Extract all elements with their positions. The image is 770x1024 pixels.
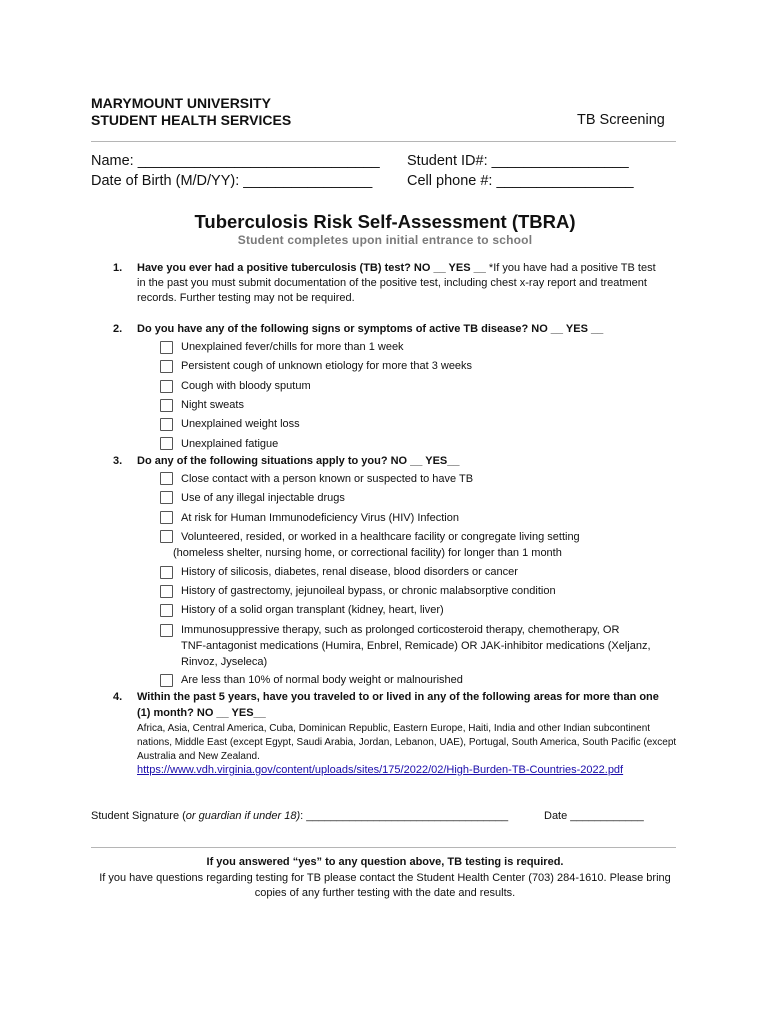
q1-question: Have you ever had a positive tuberculosis (TB) test? NO __ YES __ [137,262,486,274]
symptom-label: Cough with bloody sputum [181,380,311,392]
date-field[interactable]: Date ____________ [544,810,644,822]
symptom-checkbox[interactable] [160,341,173,354]
symptom-checkbox[interactable] [160,437,173,450]
situation-label: Volunteered, resided, or worked in a healthcare facility or congregate living setting [181,531,580,543]
university-name: MARYMOUNT UNIVERSITY [91,95,271,111]
cell-phone-field[interactable]: Cell phone #: _________________ [407,173,634,189]
form-title: Tuberculosis Risk Self-Assessment (TBRA) [194,211,576,232]
signature-line[interactable] [91,810,508,822]
symptom-checkbox[interactable] [160,418,173,431]
footer-divider [91,847,676,848]
situation-label: At risk for Human Immunodeficiency Virus (HIV) Infection [181,512,459,524]
signature-label-italic: or guardian if under 18) [185,810,301,822]
symptom-checkbox[interactable] [160,360,173,373]
tb-countries-link[interactable]: https://www.vdh.virginia.gov/content/uploads/sites/175/2022/02/High-Burden-TB-Countries-2022.pdf [137,764,624,776]
q1-note: *If you have had a positive TB test [485,262,656,274]
situation-label-continued: Rinvoz, Jyseleca) [181,656,268,668]
name-field[interactable]: Name: ______________________________ [91,153,380,169]
form-subtitle: Student completes upon initial entrance to school [237,233,533,247]
q4-areas-line3: Australia and New Zealand. [137,751,260,762]
q1-line2: in the past you must submit documentation of the positive test, including chest x-ray report and treatment [137,277,647,289]
situation-label: Immunosuppressive therapy, such as prolonged corticosteroid therapy, chemotherapy, OR [181,624,620,636]
header-divider [91,141,676,142]
situation-checkbox[interactable] [160,472,173,485]
q4-areas-line2: nations, Middle East (except Egypt, Saudi Arabia, Jordan, Lebanon, UAE), Portugal, South America, South Pacific (except [137,737,677,748]
symptom-label: Unexplained fatigue [181,438,279,450]
situation-label-continued: (homeless shelter, nursing home, or correctional facility) for longer than 1 month [173,547,562,559]
situation-checkbox[interactable] [160,530,173,543]
q1-number: 1. [113,262,123,274]
footer-required-notice: If you answered “yes” to any question above, TB testing is required. [206,856,564,868]
situation-label: Use of any illegal injectable drugs [181,492,345,504]
situation-checkbox[interactable] [160,511,173,524]
situation-checkbox[interactable] [160,491,173,504]
form-type: TB Screening [577,112,665,128]
q4-question-line2: (1) month? NO __ YES__ [137,707,266,719]
situation-label: History of silicosis, diabetes, renal disease, blood disorders or cancer [181,566,518,578]
symptom-label: Unexplained fever/chills for more than 1 week [181,341,404,353]
situation-checkbox[interactable] [160,566,173,579]
situation-label: History of a solid organ transplant (kidney, heart, liver) [181,604,444,616]
symptom-checkbox[interactable] [160,380,173,393]
situation-checkbox[interactable] [160,624,173,637]
symptom-label: Persistent cough of unknown etiology for more that 3 weeks [181,360,473,372]
signature-label-start: Student Signature ( [91,810,186,822]
situation-label-continued: TNF-antagonist medications (Humira, Enbrel, Remicade) OR JAK-inhibitor medications (Xeljanz, [181,640,651,652]
dob-field[interactable]: Date of Birth (M/D/YY): ________________ [91,173,373,189]
q3-number: 3. [113,455,123,467]
student-id-field[interactable]: Student ID#: _________________ [407,153,629,169]
situation-checkbox[interactable] [160,604,173,617]
footer-contact-line1: If you have questions regarding testing for TB please contact the Student Health Center (703) 284-1610. Please bring [99,872,671,884]
symptom-checkbox[interactable] [160,399,173,412]
symptom-label: Unexplained weight loss [181,418,300,430]
department-name: STUDENT HEALTH SERVICES [91,112,292,128]
q1-line1 [137,262,656,274]
q4-question-line1: Within the past 5 years, have you traveled to or lived in any of the following areas for more than one [137,691,659,703]
situation-label: History of gastrectomy, jejunoileal bypass, or chronic malabsorptive condition [181,585,556,597]
q3-question: Do any of the following situations apply to you? NO __ YES__ [137,455,460,467]
situation-checkbox[interactable] [160,585,173,598]
signature-label-end: : _________________________________ [300,810,509,822]
q2-question: Do you have any of the following signs or symptoms of active TB disease? NO __ YES __ [137,323,604,335]
situation-label: Close contact with a person known or suspected to have TB [181,473,474,485]
footer-contact-line2: copies of any further testing with the date and results. [254,887,516,899]
q4-areas-line1: Africa, Asia, Central America, Cuba, Dominican Republic, Eastern Europe, Haiti, India and other Indian subcontinent [137,723,651,734]
q4-number: 4. [113,691,123,703]
situation-checkbox[interactable] [160,674,173,687]
q1-line3: records. Further testing may not be required. [137,292,355,304]
situation-label: Are less than 10% of normal body weight or malnourished [181,674,463,686]
symptom-label: Night sweats [181,399,244,411]
q2-number: 2. [113,323,123,335]
